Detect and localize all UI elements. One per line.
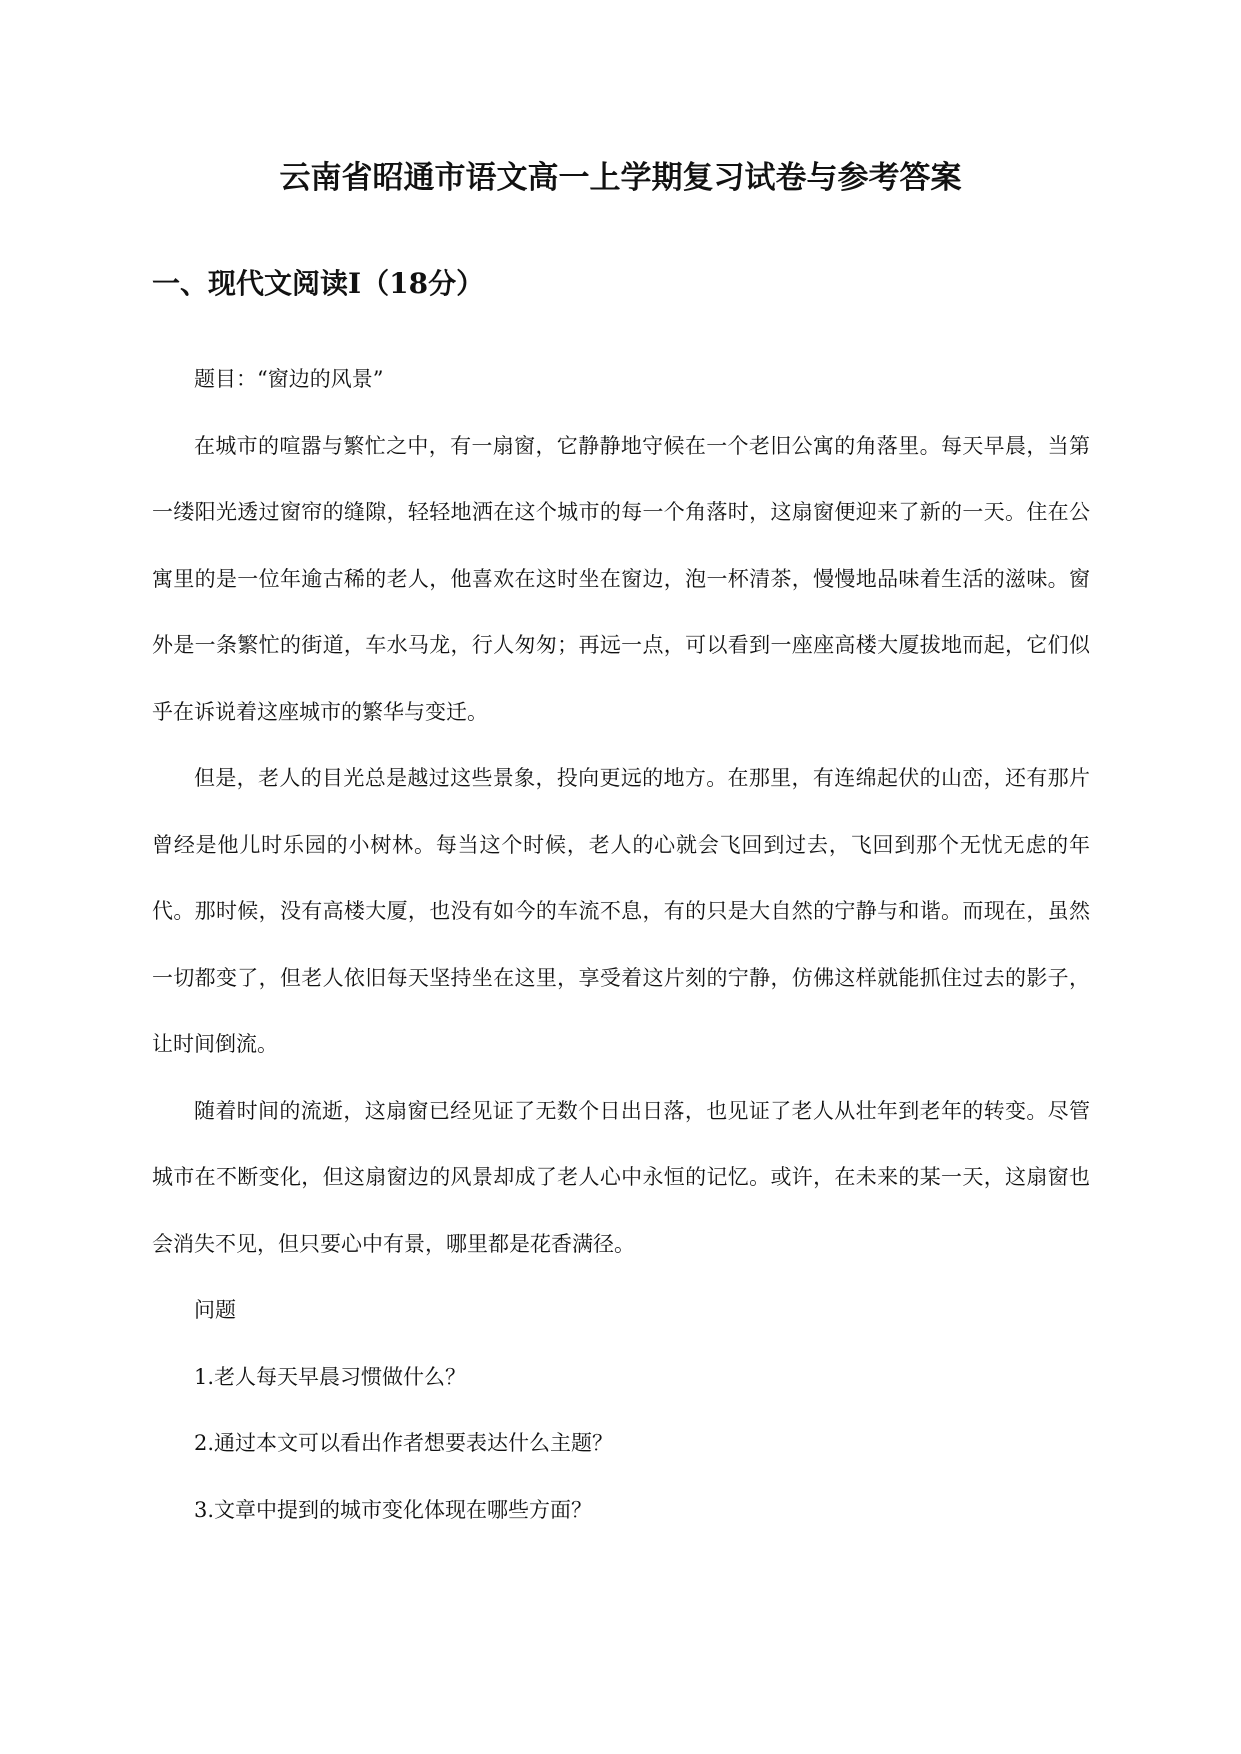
question-3: 3.文章中提到的城市变化体现在哪些方面？	[194, 1497, 593, 1522]
question-2: 2.通过本文可以看出作者想要表达什么主题？	[194, 1431, 614, 1455]
passage-paragraph-2: 但是，老人的目光总是越过这些景象，投向更远的地方。在那里，有连绵起伏的山峦，还有那片曾经是他儿时乐园的小树林。每当这个时候，老人的心就会飞回到过去，飞回到那个无忧无虑的年代。那时候，没有高楼大厦，也没有如今的车流不息，有的只是大自然的宁静与和谐。而现在，虽然一切都变了，但老人依旧每天坚持坐在这里，享受着这片刻的宁静，仿佛这样就能抓住过去的影子，让时间倒流。	[152, 766, 1090, 1056]
passage-paragraph-3: 随着时间的流逝，这扇窗已经见证了无数个日出日落，也见证了老人从壮年到老年的转变。尽管城市在不断变化，但这扇窗边的风景却成了老人心中永恒的记忆。或许，在未来的某一天，这扇窗也会消失不见，但只要心中有景，哪里都是花香满径。	[152, 1098, 1090, 1256]
section-heading: 一、现代文阅读Ⅰ（18分）	[152, 267, 485, 300]
passage-paragraph-1: 在城市的喧嚣与繁忙之中，有一扇窗，它静静地守候在一个老旧公寓的角落里。每天早晨，当第一缕阳光透过窗帘的缝隙，轻轻地洒在这个城市的每一个角落时，这扇窗便迎来了新的一天。住在公寓里的是一位年逾古稀的老人，他喜欢在这时坐在窗边，泡一杯清茶，慢慢地品味着生活的滋味。窗外是一条繁忙的街道，车水马龙，行人匆匆；再远一点，可以看到一座座高楼大厦拔地而起，它们似乎在诉说着这座城市的繁华与变迁。	[152, 433, 1090, 724]
passage-title: 题目：“窗边的风景”	[194, 367, 384, 391]
document-title: 云南省昭通市语文高一上学期复习试卷与参考答案	[279, 160, 962, 196]
document-body	[152, 346, 1090, 1543]
question-1: 1.老人每天早晨习惯做什么？	[194, 1364, 467, 1389]
questions-label: 问题	[194, 1298, 236, 1322]
